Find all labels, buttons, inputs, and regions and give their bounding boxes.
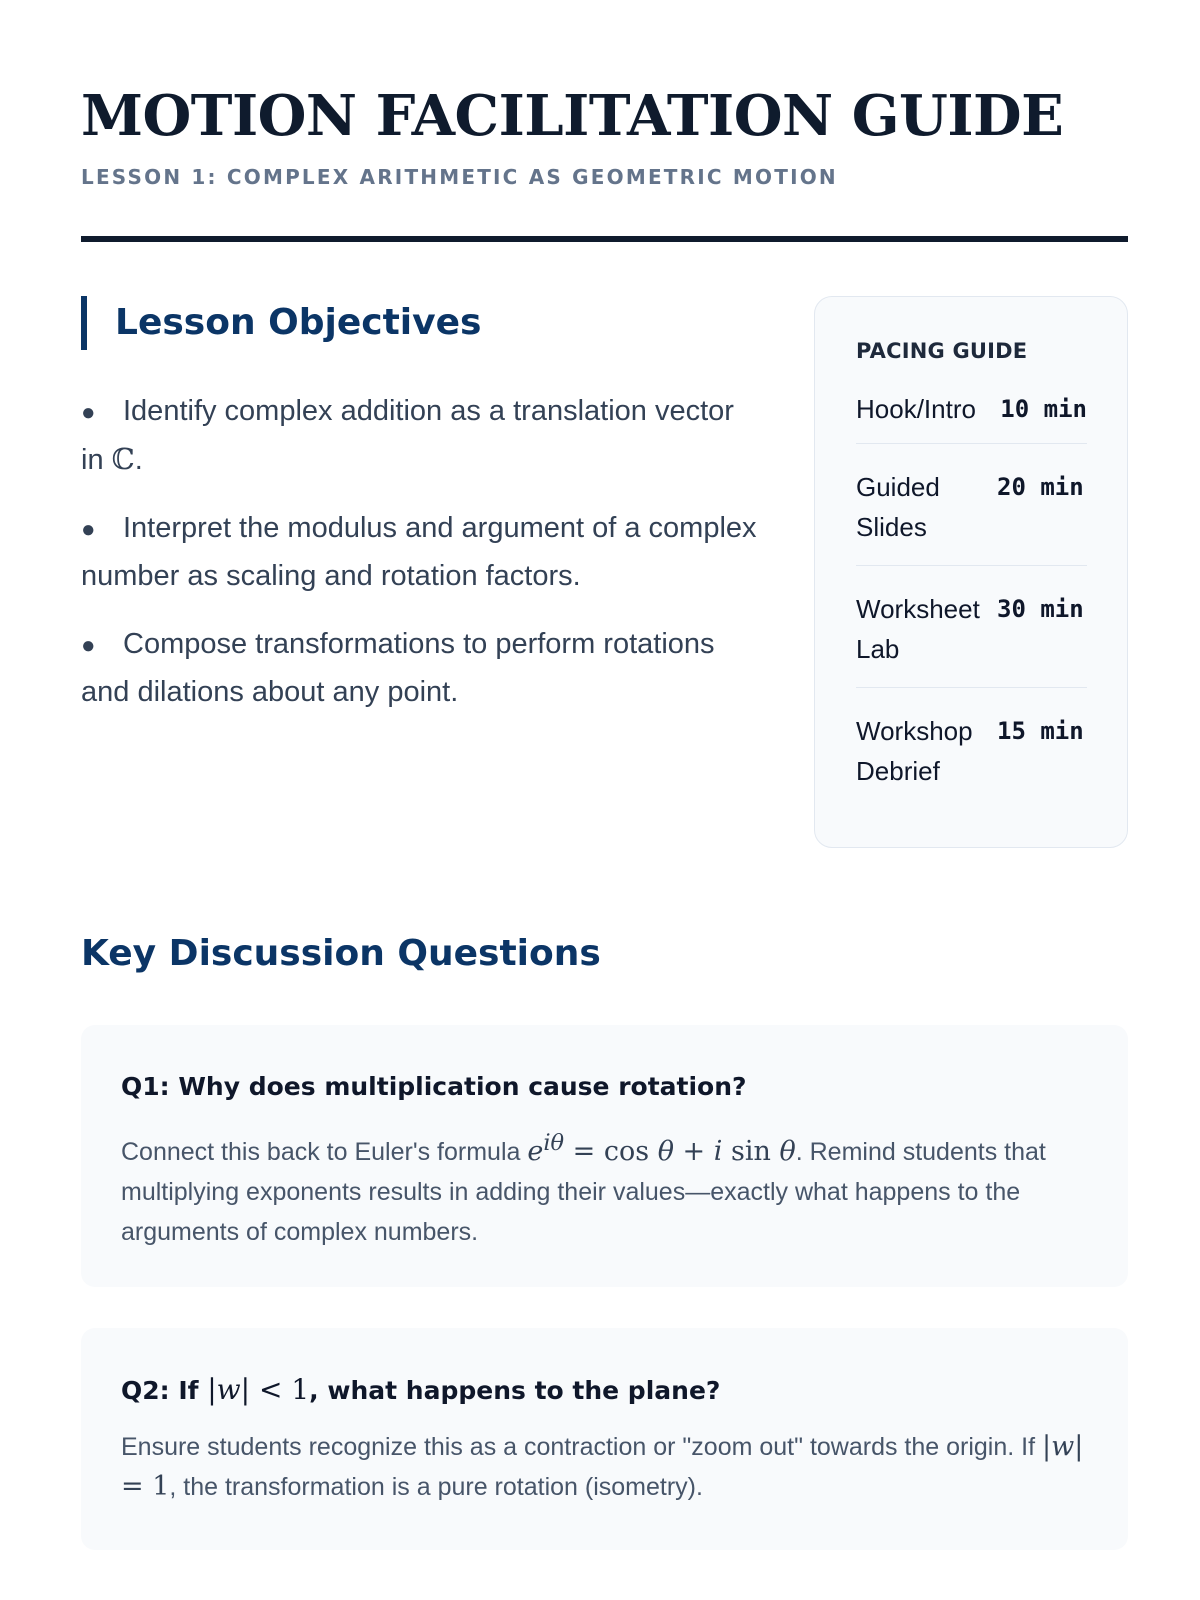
pacing-duration: 10 min	[1000, 395, 1087, 423]
objective-item	[81, 388, 761, 483]
pacing-guide-title: PACING GUIDE	[856, 339, 1028, 363]
bullet-icon: ●	[81, 516, 96, 543]
modulus-condition: |w| < 1	[207, 1373, 310, 1406]
pacing-duration: 15 min	[997, 717, 1084, 745]
objective-text: Identify complex addition as a translation vector in	[81, 395, 734, 476]
objective-item	[81, 505, 761, 599]
pacing-row	[856, 566, 1087, 688]
question-title-text: Q2: If	[121, 1376, 208, 1405]
question-title: Q1: Why does multiplication cause rotation?	[121, 1072, 747, 1101]
bullet-icon: ●	[81, 632, 96, 659]
pacing-row	[856, 444, 1087, 566]
question-body-text-end: . Remind students that multiplying exponents results in adding their values—exactly what happens to the arguments of complex numbers.	[121, 1138, 1046, 1246]
pacing-duration: 30 min	[997, 595, 1084, 623]
pacing-activity: Worksheet Lab	[856, 594, 980, 664]
objective-text-end: .	[134, 444, 143, 476]
page-subtitle: LESSON 1: COMPLEX ARITHMETIC AS GEOMETRIC MOTION	[81, 165, 838, 189]
pacing-guide-card	[814, 296, 1128, 848]
pacing-activity: Guided Slides	[856, 472, 940, 542]
modulus-equals-one: |w| = 1	[121, 1431, 1084, 1502]
header-divider	[81, 236, 1128, 242]
objectives-heading: Lesson Objectives	[81, 296, 481, 350]
pacing-row	[856, 387, 1087, 444]
objective-text: Interpret the modulus and argument of a complex number as scaling and rotation factors.	[81, 512, 757, 592]
question-title-text-end: , what happens to the plane?	[309, 1376, 721, 1405]
euler-formula: $e^{i\theta} = \cos \theta + i$ sin θ	[527, 1130, 796, 1167]
pacing-duration: 20 min	[997, 473, 1084, 501]
question-body-text: Ensure students recognize this as a contraction or "zoom out" towards the origin. If	[121, 1433, 1042, 1461]
pacing-row	[856, 688, 1087, 810]
complex-plane-symbol: ℂ	[111, 442, 135, 476]
discussion-heading: Key Discussion Questions	[81, 933, 601, 974]
question-body-text: Connect this back to Euler's formula	[121, 1138, 528, 1166]
question-card-q1	[81, 1025, 1128, 1287]
pacing-activity: Workshop Debrief	[856, 716, 973, 786]
page-title: MOTION FACILITATION GUIDE	[81, 83, 1064, 149]
question-body-text-end: , the transformation is a pure rotation (isometry).	[169, 1473, 703, 1501]
question-body	[121, 1123, 1088, 1252]
question-body	[121, 1427, 1088, 1507]
objectives-list	[81, 388, 761, 737]
objective-item	[81, 621, 761, 715]
bullet-icon: ●	[81, 399, 96, 426]
question-title	[121, 1374, 1088, 1407]
pacing-activity: Hook/Intro	[856, 394, 976, 424]
question-card-q2	[81, 1328, 1128, 1550]
objective-text: Compose transformations to perform rotations and dilations about any point.	[81, 628, 715, 708]
